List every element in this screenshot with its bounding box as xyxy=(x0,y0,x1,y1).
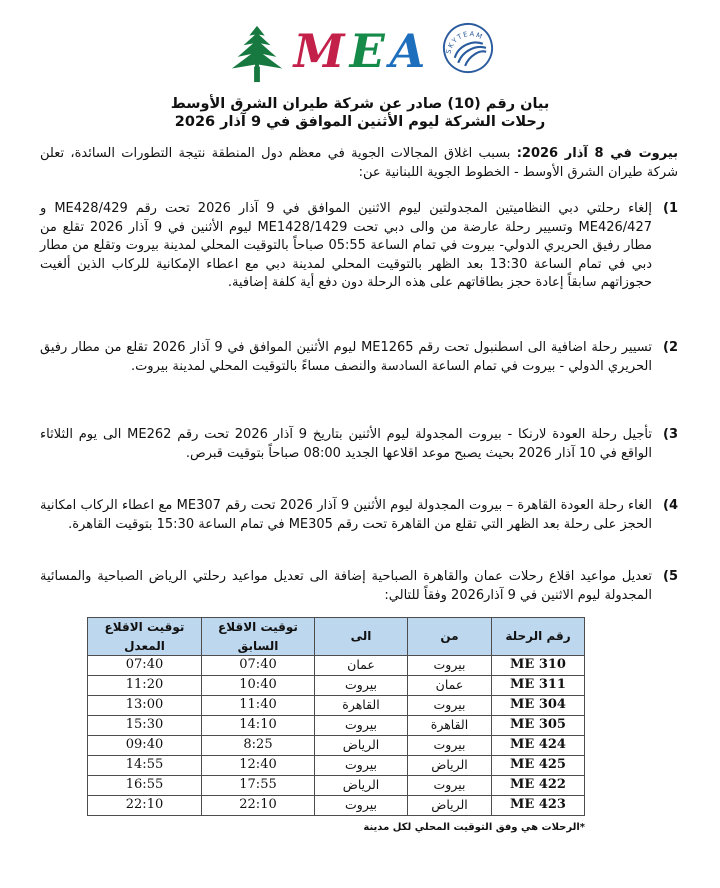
list-item-5 xyxy=(40,568,678,605)
list-item-2-number: 2) xyxy=(663,340,678,355)
mea-logo xyxy=(0,0,720,84)
revised-time: 14:55 xyxy=(88,756,202,776)
flight-number: ME 311 xyxy=(492,676,585,696)
previous-time: 8:25 xyxy=(202,736,315,756)
table-footnote: *الرحلات هي وفق التوقيت المحلي لكل مدينة xyxy=(363,822,585,833)
col-header-previous-departure: توقيت الاقلاع السابق xyxy=(202,618,315,656)
to-city: بيروت xyxy=(315,676,408,696)
list-item-2 xyxy=(40,339,678,409)
intro-text: بسبب اغلاق المجالات الجوية في معظم دول المنطقة نتيجة التطورات السائدة، تعلن شركة طيران الشرق الأوسط - الخطوط الجوية اللبنانية عن: xyxy=(40,146,678,180)
from-city: القاهرة xyxy=(408,716,492,736)
col-header-to: الى xyxy=(315,618,408,656)
intro-paragraph xyxy=(40,145,678,183)
skyteam-label: SKYTEAM xyxy=(444,29,486,55)
table-row xyxy=(88,776,585,796)
skyteam-logo-icon xyxy=(442,22,494,74)
col-header-flight-number: رقم الرحلة xyxy=(492,618,585,656)
list-item-3-number: 3) xyxy=(663,427,678,442)
revised-time: 11:20 xyxy=(88,676,202,696)
list-item-1-text: إلغاء رحلتي دبي النظاميتين المجدولتين ليوم الاثنين الموافق في 9 آذار 2026 تحت رقم ME428/429 و ME426/427 وتسيير رحلة عارضة من والى دبي تحت ME1428/1429 ليوم الأثنين في 9 آذار 2026 تقلع من مطار رفيق الحريري الدولي- بيروت في تمام الساعة 05:55 صباحاً بالتوقيت المحلي لمدينة بيروت وتقلع من مطار دبي في تمام الساعة 13:30 بعد الظهر بالتوقيت المحلي لمدينة دبي مع اعطاء الإمكانية للركاب الذين ألغيت حجوزاتهم سابقاً إعادة حجز بطاقاتهم على هذه الرحلة دون دفع أية كلفة إضافية. xyxy=(40,201,653,290)
mea-letter-a: A xyxy=(389,24,431,78)
flight-number: ME 305 xyxy=(492,716,585,736)
list-item-4-number: 4) xyxy=(663,498,678,513)
list-item-4-text: الغاء رحلة العودة القاهرة – بيروت المجدولة ليوم الأثنين 9 آذار 2026 تحت رقم ME307 مع اعطاء الركاب امكانية الحجز على رحلة بعد الظهر التي تقلع من القاهرة تحت رقم ME305 في تمام الساعة 15:30 بتوقيت القاهرة. xyxy=(40,498,652,532)
flight-number: ME 304 xyxy=(492,696,585,716)
to-city: القاهرة xyxy=(315,696,408,716)
table-row xyxy=(88,676,585,696)
previous-time: 22:10 xyxy=(202,796,315,816)
intro-dateline: بيروت في 8 آذار 2026: xyxy=(516,146,679,161)
col-header-from: من xyxy=(408,618,492,656)
table-row xyxy=(88,716,585,736)
flight-number: ME 424 xyxy=(492,736,585,756)
from-city: بيروت xyxy=(408,776,492,796)
revised-time: 16:55 xyxy=(88,776,202,796)
table-row xyxy=(88,796,585,816)
to-city: بيروت xyxy=(315,716,408,736)
from-city: الرياض xyxy=(408,756,492,776)
table-row xyxy=(88,656,585,676)
from-city: عمان xyxy=(408,676,492,696)
list-item-2-text: تسيير رحلة اضافية الى اسطنبول تحت رقم ME1265 ليوم الأثنين الموافق في 9 آذار 2026 تقلع من مطار رفيق الحريري الدولي - بيروت في تمام الساعة السادسة والنصف مساءً بالتوقيت المحلي لمدينة بيروت. xyxy=(40,340,652,374)
table-row xyxy=(88,756,585,776)
statement-title-line1: بيان رقم (10) صادر عن شركة طيران الشرق الأوسط xyxy=(170,96,550,112)
flight-schedule-table xyxy=(87,617,585,816)
list-item-4 xyxy=(40,497,678,551)
flight-number: ME 310 xyxy=(492,656,585,676)
list-item-1 xyxy=(40,200,678,322)
revised-time: 09:40 xyxy=(88,736,202,756)
mea-letter-m: M xyxy=(293,24,350,78)
revised-time: 07:40 xyxy=(88,656,202,676)
cedar-tree-icon xyxy=(226,24,288,84)
previous-time: 12:40 xyxy=(202,756,315,776)
flight-number: ME 425 xyxy=(492,756,585,776)
previous-time: 07:40 xyxy=(202,656,315,676)
mea-wordmark xyxy=(293,24,431,78)
to-city: بيروت xyxy=(315,756,408,776)
list-item-1-number: 1) xyxy=(663,201,678,216)
revised-time: 22:10 xyxy=(88,796,202,816)
statement-title xyxy=(0,95,720,131)
from-city: بيروت xyxy=(408,736,492,756)
table-header-row xyxy=(88,618,585,656)
flight-number: ME 423 xyxy=(492,796,585,816)
to-city: عمان xyxy=(315,656,408,676)
revised-time: 13:00 xyxy=(88,696,202,716)
table-row xyxy=(88,696,585,716)
statement-body xyxy=(0,145,720,838)
table-row xyxy=(88,736,585,756)
previous-time: 11:40 xyxy=(202,696,315,716)
to-city: بيروت xyxy=(315,796,408,816)
from-city: الرياض xyxy=(408,796,492,816)
from-city: بيروت xyxy=(408,696,492,716)
col-header-revised-departure: توقيت الاقلاع المعدل xyxy=(88,618,202,656)
mea-letter-e: E xyxy=(349,24,390,78)
list-item-3 xyxy=(40,426,678,480)
previous-time: 10:40 xyxy=(202,676,315,696)
flight-number: ME 422 xyxy=(492,776,585,796)
statement-title-line2: رحلات الشركة ليوم الأثنين الموافق في 9 آذار 2026 xyxy=(174,114,546,130)
list-item-5-text: تعديل مواعيد اقلاع رحلات عمان والقاهرة الصباحية إضافة الى تعديل مواعيد رحلتي الرياض الصباحية والمسائية المجدولة ليوم الاثنين في 9 آذار2026 وفقاً للتالي: xyxy=(40,569,652,603)
to-city: الرياض xyxy=(315,736,408,756)
revised-time: 15:30 xyxy=(88,716,202,736)
previous-time: 17:55 xyxy=(202,776,315,796)
list-item-5-number: 5) xyxy=(663,569,678,584)
previous-time: 14:10 xyxy=(202,716,315,736)
to-city: الرياض xyxy=(315,776,408,796)
list-item-3-text: تأجيل رحلة العودة لارنكا - بيروت المجدولة ليوم الأثنين بتاريخ 9 آذار 2026 تحت رقم ME262 الى يوم الثلاثاء الواقع في 10 آذار 2026 بحيث يصبح موعد اقلاعها الجديد 08:00 صباحاً بتوقيت قبرص. xyxy=(40,427,653,461)
from-city: بيروت xyxy=(408,656,492,676)
